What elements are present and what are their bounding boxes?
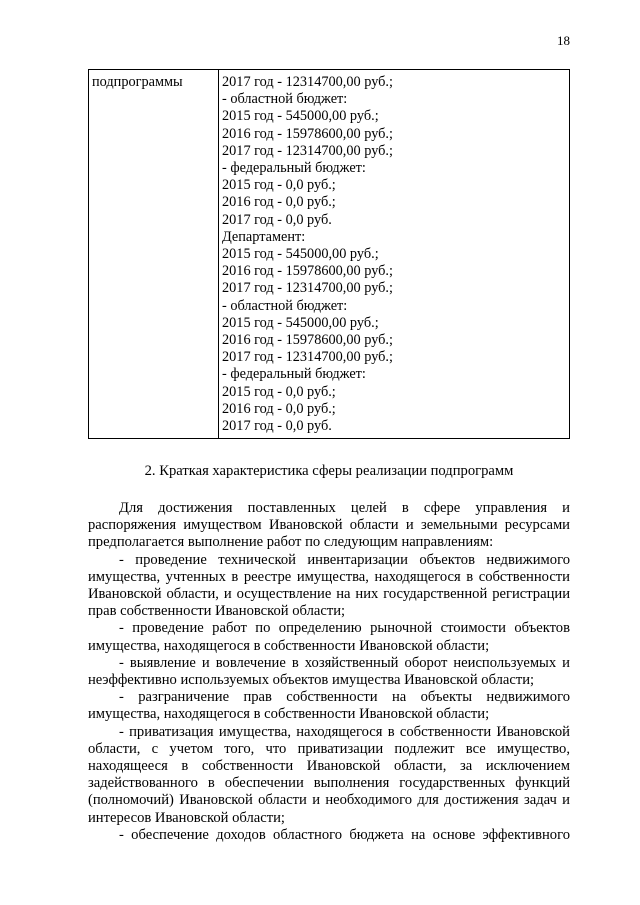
paragraph: - проведение работ по определению рыночной стоимости объектов имущества, находящегося в собственности Ивановской области; xyxy=(88,620,570,654)
paragraph: - проведение технической инвентаризации объектов недвижимого имущества, учтенных в реестре имущества, находящегося в собственности Ивановской области, и осуществление на них государственной регистрации прав собственности Ивановской области; xyxy=(88,551,570,620)
table-value-cell xyxy=(219,70,570,439)
funding-line: 2017 год - 12314700,00 руб.; xyxy=(222,142,393,159)
paragraph: - приватизация имущества, находящегося в собственности Ивановской области, с учетом того, что приватизации подлежит все имущество, находящееся в собственности Ивановской области, за исключением задействованного в обеспечении выполнения государственных функций (полномочий) Ивановской области и необходимого для достижения задач и интересов Ивановской области; xyxy=(88,723,570,826)
funding-line: - федеральный бюджет: xyxy=(222,366,366,383)
funding-line: 2016 год - 15978600,00 руб.; xyxy=(222,332,393,349)
paragraph: - разграничение прав собственности на объекты недвижимого имущества, находящегося в собственности Ивановской области; xyxy=(88,689,570,723)
funding-line: 2015 год - 0,0 руб.; xyxy=(222,177,336,194)
funding-line: 2017 год - 0,0 руб. xyxy=(222,418,332,435)
funding-line: 2016 год - 15978600,00 руб.; xyxy=(222,125,393,142)
funding-line: 2015 год - 545000,00 руб.; xyxy=(222,314,379,331)
funding-line: 2015 год - 0,0 руб.; xyxy=(222,383,336,400)
funding-line: - областной бюджет: xyxy=(222,91,348,108)
table-label-cell xyxy=(89,70,219,439)
funding-line: 2017 год - 12314700,00 руб.; xyxy=(222,74,393,90)
funding-line: 2016 год - 15978600,00 руб.; xyxy=(222,263,393,280)
funding-line: 2017 год - 12314700,00 руб.; xyxy=(222,349,393,366)
funding-line: 2015 год - 545000,00 руб.; xyxy=(222,246,379,263)
funding-line: - федеральный бюджет: xyxy=(222,160,366,177)
funding-line: 2015 год - 545000,00 руб.; xyxy=(222,108,379,125)
funding-table xyxy=(88,69,570,439)
table-label: подпрограммы xyxy=(92,74,183,90)
funding-line: - областной бюджет: xyxy=(222,297,348,314)
paragraph: - обеспечение доходов областного бюджета на основе эффективного xyxy=(119,826,570,843)
funding-line: 2017 год - 0,0 руб. xyxy=(222,211,332,228)
paragraph: Для достижения поставленных целей в сфере управления и распоряжения имуществом Ивановской области и земельными ресурсами предполагается выполнение работ по следующим направлениям: xyxy=(88,500,570,551)
funding-line: 2016 год - 0,0 руб.; xyxy=(222,194,336,211)
table-row xyxy=(89,70,570,439)
paragraph: - выявление и вовлечение в хозяйственный оборот неиспользуемых и неэффективно используемых объектов имущества Ивановской области; xyxy=(88,654,570,689)
page-number: 18 xyxy=(557,33,570,48)
funding-line: 2016 год - 0,0 руб.; xyxy=(222,400,336,417)
funding-line: 2017 год - 12314700,00 руб.; xyxy=(222,280,393,297)
funding-line: Департамент: xyxy=(222,228,306,245)
section-heading: 2. Краткая характеристика сферы реализации подпрограмм xyxy=(144,463,514,479)
section-body xyxy=(88,500,570,844)
